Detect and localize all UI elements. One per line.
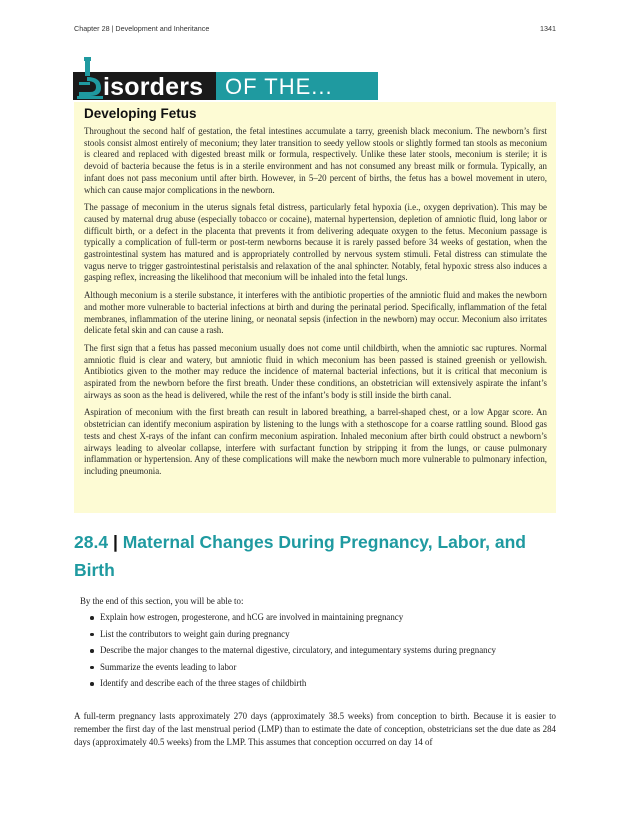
feature-paragraph: The first sign that a fetus has passed meconium usually does not come until childbirth, when the amniotic sac ruptures. Normal amniotic fluid is clear and watery, but amniotic fluid in which meconium has been passed is stained greenish or yellowish. Antibiotics given to the mother may reduce the incidence of maternal bacterial infections, but it is critical that meconium is aspirated from the newborn before the first breath. Under these conditions, an obstetrician will extensively aspirate the infant’s airways as soon as the head is delivered, while the rest of the infant’s body is still inside the birth canal. [84,342,547,400]
disorders-banner [73,56,378,102]
section-title-text: Maternal Changes During Pregnancy, Labor, and Birth [74,532,526,580]
bullet-icon [90,633,94,637]
disorders-feature-box [74,102,556,513]
objective-text: Summarize the events leading to labor [100,661,237,672]
feature-paragraph: Aspiration of meconium with the first breath can result in labored breathing, a barrel-shaped chest, or a low Apgar score. An obstetrician can identify meconium aspiration by listening to the lungs with a stethoscope for a coarse rattling sound. Blood gas tests and chest X-rays of the infant can confirm meconium aspiration. Inhaled meconium after birth could obstruct a newborn’s airways leading to alveolar collapse, interfere with surfactant function by stripping it from the lungs, or cause pulmonary inflammation or hypertension. Any of these complications will make the newborn much more vulnerable to pulmonary infection, including pneumonia. [84,407,547,476]
banner-word-of-the: OF THE... [225,74,333,99]
objectives-intro: By the end of this section, you will be able to: [80,596,244,606]
feature-paragraph: Throughout the second half of gestation, the fetal intestines accumulate a tarry, greenish black meconium. The newborn’s first stools consist almost entirely of meconium; they later transition to seedy yellow stools or slightly formed tan stools as meconium is cleared and replaced with digested breast milk or formula, respectively. Unlike these later stools, meconium is sterile; it is devoid of bacteria because the fetus is in a sterile environment and has not consumed any breast milk or formula. Typically, an infant does not pass meconium until after birth. However, in 5–20 percent of births, the fetus has a bowel movement in utero, which can cause major complications in the newborn. [84,126,547,195]
objective-text: Identify and describe each of the three stages of childbirth [100,678,307,689]
running-header [74,24,556,36]
banner-word-disorders: isorders [103,73,204,101]
bullet-icon [90,616,94,620]
section-heading [74,528,556,584]
feature-paragraph: Although meconium is a sterile substance, it interferes with the antibiotic properties of the amniotic fluid and makes the newborn and mother more vulnerable to bacterial infections at birth and during the perinatal period. Specifically, inflammation of the fetal membranes, inflammation of the uterine lining, or neonatal sepsis (infection in the newborn) may occur. Meconium also irritates delicate fetal skin and can cause a rash. [84,290,547,336]
objective-item [100,662,556,673]
banner-initial: D [75,56,76,57]
learning-objectives [80,596,556,695]
bullet-icon [90,649,94,653]
chapter-title: Chapter 28 | Development and Inheritance [74,24,210,33]
section-separator: | [112,532,118,552]
bullet-icon [90,666,94,670]
objective-item [100,629,556,640]
objective-item [100,645,556,656]
bullet-icon [90,682,94,686]
objectives-list [80,612,556,689]
objective-item [100,612,556,623]
feature-title: Developing Fetus [84,106,197,121]
objective-text: Describe the major changes to the maternal digestive, circulatory, and integumentary systems during pregnancy [100,645,496,656]
section-number: 28.4 [74,532,109,552]
page-number: 1341 [540,24,556,33]
objective-text: List the contributors to weight gain during pregnancy [100,628,290,639]
feature-paragraph: The passage of meconium in the uterus signals fetal distress, particularly fetal hypoxia (i.e., oxygen deprivation). This may be caused by maternal drug abuse (especially tobacco or cocaine), maternal hypertension, depletion of amniotic fluid, long labor or difficult birth, or a defect in the placenta that prevents it from delivering adequate oxygen to the fetus. Meconium passage is typically a complication of full-term or post-term newborns because it is rarely passed before 34 weeks of gestation, when the gastrointestinal system has matured and is appropriately controlled by nervous system stimuli. Fetal distress can stimulate the vagus nerve to trigger gastrointestinal peristalsis and relaxation of the anal sphincter. Notably, fetal hypoxic stress also induces a gasping reflex, increasing the likelihood that meconium will be inhaled into the fetal lungs. [84,202,547,283]
body-paragraph: A full-term pregnancy lasts approximately 270 days (approximately 38.5 weeks) from conception to birth. Because it is easier to remember the first day of the last menstrual period (LMP) than to estimate the date of conception, obstetricians set the due date as 284 days (approximately 40.5 weeks) from the LMP. This assumes that conception occurred on day 14 of [74,711,556,747]
objective-item [100,678,556,689]
objective-text: Explain how estrogen, progesterone, and hCG are involved in maintaining pregnancy [100,612,404,622]
